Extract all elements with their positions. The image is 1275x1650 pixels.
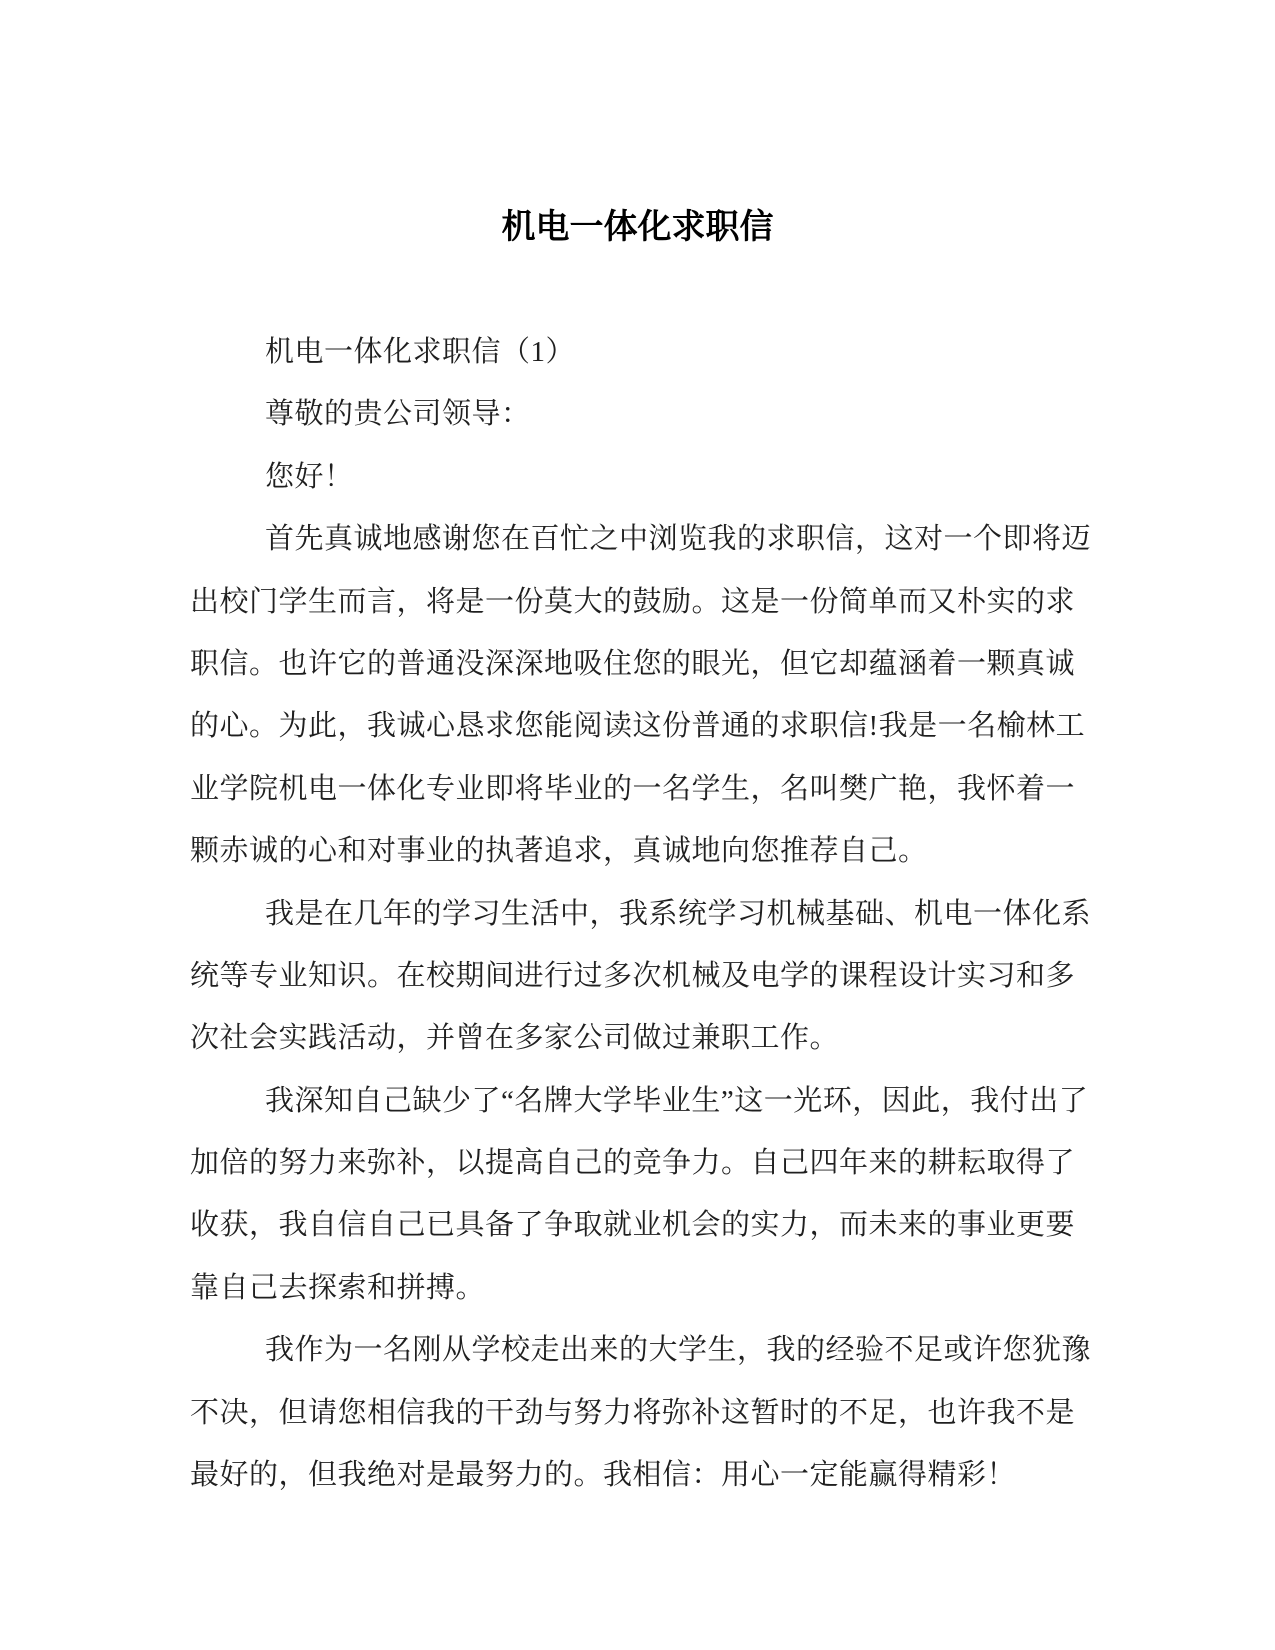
paragraph — [190, 883, 1092, 1070]
paragraph — [190, 383, 1070, 445]
text-line: 出校门学生而言，将是一份莫大的鼓励。这是一份简单而又朴实的求 — [190, 585, 1076, 618]
text-line: 机电一体化求职信（1） — [265, 336, 576, 368]
paragraph — [190, 508, 1092, 882]
text-line: 收获，我自信自己已具备了争取就业机会的实力，而未来的事业更要 — [190, 1209, 1076, 1242]
document-title: 机电一体化求职信 — [501, 208, 774, 246]
text-line: 次社会实践活动，并曾在多家公司做过兼职工作。 — [190, 1022, 840, 1055]
text-line: 职信。也许它的普通没深深地吸住您的眼光，但它却蕴涵着一颗真诚 — [190, 647, 1076, 680]
text-line: 统等专业知识。在校期间进行过多次机械及电学的课程设计实习和多 — [190, 959, 1076, 992]
text-line: 我是在几年的学习生活中，我系统学习机械基础、机电一体化系 — [265, 897, 1092, 930]
text-line: 您好！ — [265, 460, 354, 493]
text-line: 的心。为此，我诚心恳求您能阅读这份普通的求职信!我是一名榆林工 — [190, 710, 1086, 743]
text-line: 加倍的努力来弥补，以提高自己的竞争力。自己四年来的耕耘取得了 — [190, 1147, 1076, 1180]
document-body — [190, 321, 1092, 1506]
text-line: 首先真诚地感谢您在百忙之中浏览我的求职信，这对一个即将迈 — [265, 523, 1092, 556]
text-line: 最好的，但我绝对是最努力的。我相信：用心一定能赢得精彩！ — [190, 1459, 1017, 1492]
text-line: 靠自己去探索和拼搏。 — [190, 1271, 486, 1304]
text-line: 尊敬的贵公司领导： — [265, 398, 531, 431]
paragraph — [190, 1319, 1092, 1506]
text-line: 我深知自己缺少了“名牌大学毕业生”这一光环，因此，我付出了 — [265, 1084, 1089, 1117]
text-line: 我作为一名刚从学校走出来的大学生，我的经验不足或许您犹豫 — [265, 1334, 1092, 1367]
paragraph — [190, 1070, 1089, 1320]
text-line: 业学院机电一体化专业即将毕业的一名学生，名叫樊广艳，我怀着一 — [190, 772, 1076, 805]
text-line: 颗赤诚的心和对事业的执著追求，真诚地向您推荐自己。 — [190, 835, 928, 868]
text-line: 不决，但请您相信我的干劲与努力将弥补这暂时的不足，也许我不是 — [190, 1396, 1076, 1429]
paragraph — [190, 446, 1070, 508]
paragraph — [190, 321, 1070, 383]
